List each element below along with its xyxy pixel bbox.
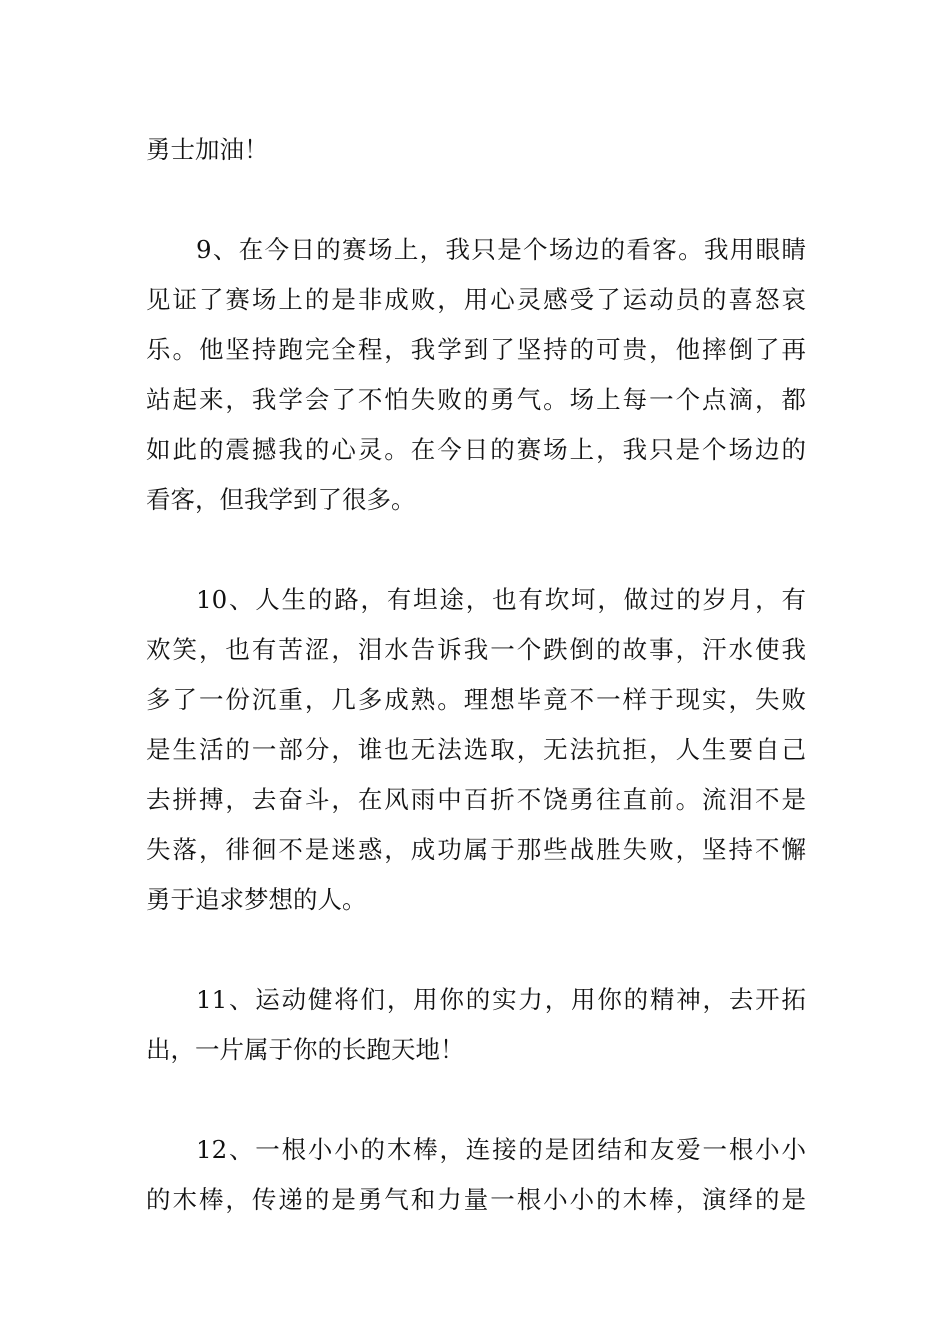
paragraph-10-line-2: 欢笑，也有苦涩，泪水告诉我一个跌倒的故事，汗水使我 [146,635,806,664]
paragraph-10-line-4: 是生活的一部分，谁也无法选取，无法抗拒，人生要自己 [146,735,806,764]
paragraph-12-line-1: 12、一根小小的木棒，连接的是团结和友爱一根小小 [196,1135,806,1164]
paragraph-9-line-4: 站起来，我学会了不怕失败的勇气。场上每一个点滴，都 [146,385,806,414]
paragraph-9-line-3: 乐。他坚持跑完全程，我学到了坚持的可贵，他摔倒了再 [146,335,806,364]
paragraph-12-line-2: 的木棒，传递的是勇气和力量一根小小的木棒，演绎的是 [146,1185,806,1214]
paragraph-10-line-5: 去拼搏，去奋斗，在风雨中百折不饶勇往直前。流泪不是 [146,785,806,814]
paragraph-10-line-3: 多了一份沉重，几多成熟。理想毕竟不一样于现实，失败 [146,685,806,714]
paragraph-9-line-2: 见证了赛场上的是非成败，用心灵感受了运动员的喜怒哀 [146,285,806,314]
paragraph-10-line-6: 失落，徘徊不是迷惑，成功属于那些战胜失败，坚持不懈 [146,835,806,864]
paragraph-9-line-6: 看客，但我学到了很多。 [146,485,416,514]
paragraph-10-line-7: 勇于追求梦想的人。 [146,885,367,914]
paragraph-9-line-1: 9、在今日的赛场上，我只是个场边的看客。我用眼睛 [196,235,806,264]
paragraph-11-line-1: 11、运动健将们，用你的实力，用你的精神，去开拓 [196,985,806,1014]
paragraph-9-line-5: 如此的震撼我的心灵。在今日的赛场上，我只是个场边的 [146,435,806,464]
paragraph-11-line-2: 出，一片属于你的长跑天地！ [146,1035,465,1064]
paragraph-10-line-1: 10、人生的路，有坦途，也有坎坷，做过的岁月，有 [196,585,806,614]
paragraph-8-line-1: 勇士加油！ [146,135,269,164]
